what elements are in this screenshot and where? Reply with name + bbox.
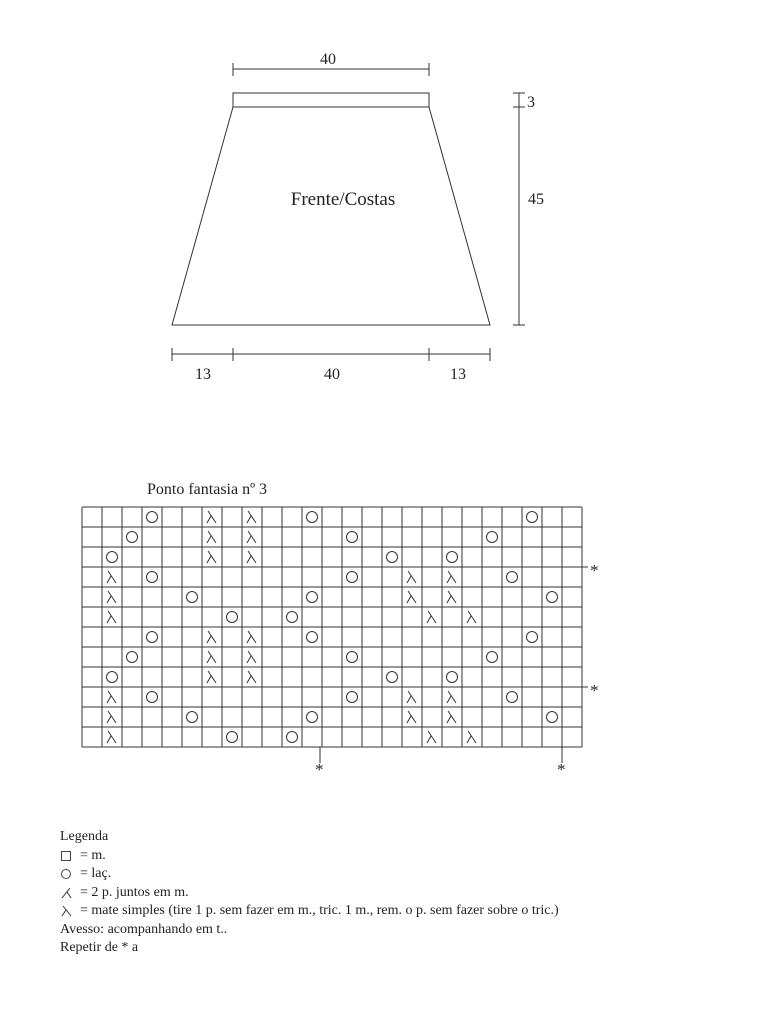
yarn-over-symbol <box>387 672 398 683</box>
repeat-marker-left: * <box>315 760 324 779</box>
yarn-over-symbol <box>347 692 358 703</box>
decrease-symbol <box>107 611 116 623</box>
decrease-symbol <box>407 691 416 703</box>
yarn-over-symbol <box>307 632 318 643</box>
yarn-over-symbol <box>527 512 538 523</box>
legend-title: Legenda <box>60 829 109 844</box>
decrease-symbol <box>207 671 216 683</box>
yarn-over-symbol <box>187 712 198 723</box>
legend-note2: Repetir de * a <box>60 940 139 955</box>
yarn-over-symbol <box>147 512 158 523</box>
bottom-middle-label: 40 <box>324 366 340 383</box>
yarn-over-symbol <box>547 592 558 603</box>
decrease-symbol <box>447 691 456 703</box>
decrease-symbol <box>247 671 256 683</box>
decrease-symbol <box>427 731 436 743</box>
legend-text-square: = m. <box>80 847 106 863</box>
piece-label: Frente/Costas <box>290 189 396 210</box>
yarn-over-symbol <box>347 652 358 663</box>
decrease-symbol <box>107 691 116 703</box>
garment-schematic <box>172 51 544 383</box>
decrease-symbol <box>407 591 416 603</box>
decrease-symbol <box>447 571 456 583</box>
yarn-over-symbol <box>307 512 318 523</box>
yarn-over-symbol <box>287 612 298 623</box>
decrease-symbol <box>207 631 216 643</box>
yarn-over-symbol <box>287 732 298 743</box>
yarn-over-symbol <box>307 712 318 723</box>
legend <box>60 828 559 958</box>
yarn-over-symbol <box>107 672 118 683</box>
yarn-over-symbol <box>147 692 158 703</box>
yarn-over-symbol <box>147 572 158 583</box>
circle-icon <box>60 867 78 881</box>
height-label: 45 <box>528 191 544 208</box>
waist-band <box>233 93 429 107</box>
ssk-icon <box>60 904 78 918</box>
skirt-body <box>172 107 490 325</box>
legend-item-square <box>60 847 559 866</box>
yarn-over-symbol <box>547 712 558 723</box>
yarn-over-symbol <box>227 732 238 743</box>
yarn-over-symbol <box>187 592 198 603</box>
k2tog-icon <box>60 886 78 900</box>
decrease-symbol <box>107 731 116 743</box>
yarn-over-symbol <box>487 652 498 663</box>
legend-text-k2tog: = 2 p. juntos em m. <box>80 884 189 900</box>
yarn-over-symbol <box>127 652 138 663</box>
yarn-over-symbol <box>507 692 518 703</box>
legend-text-circle: = laç. <box>80 866 112 881</box>
bottom-left-label: 13 <box>195 366 211 383</box>
repeat-marker-lower: * <box>590 681 599 700</box>
decrease-symbol <box>247 631 256 643</box>
yarn-over-symbol <box>387 552 398 563</box>
decrease-symbol <box>247 511 256 523</box>
bottom-right-label: 13 <box>450 366 466 383</box>
decrease-symbol <box>207 511 216 523</box>
band-height-label: 3 <box>527 94 535 111</box>
yarn-over-symbol <box>127 532 138 543</box>
legend-item-k2tog <box>60 884 559 903</box>
decrease-symbol <box>107 571 116 583</box>
decrease-symbol <box>247 531 256 543</box>
repeat-marker-upper: * <box>590 561 599 580</box>
yarn-over-symbol <box>507 572 518 583</box>
decrease-symbol <box>247 551 256 563</box>
decrease-symbol <box>467 731 476 743</box>
yarn-over-symbol <box>447 552 458 563</box>
yarn-over-symbol <box>107 552 118 563</box>
yarn-over-symbol <box>347 572 358 583</box>
stitch-chart-title: Ponto fantasia nº 3 <box>147 481 268 498</box>
decrease-symbol <box>407 571 416 583</box>
yarn-over-symbol <box>347 532 358 543</box>
decrease-symbol <box>247 651 256 663</box>
decrease-symbol <box>407 711 416 723</box>
yarn-over-symbol <box>227 612 238 623</box>
yarn-over-symbol <box>447 672 458 683</box>
decrease-symbol <box>447 711 456 723</box>
repeat-marker-right: * <box>557 760 566 779</box>
legend-note-repeat <box>60 939 559 958</box>
decrease-symbol <box>207 531 216 543</box>
top-width-label: 40 <box>320 51 336 68</box>
square-icon <box>60 849 78 863</box>
yarn-over-symbol <box>487 532 498 543</box>
legend-title-row <box>60 828 559 847</box>
decrease-symbol <box>447 591 456 603</box>
decrease-symbol <box>107 591 116 603</box>
decrease-symbol <box>427 611 436 623</box>
legend-note-wrong-side <box>60 921 559 940</box>
stitch-chart-grid <box>82 507 582 747</box>
decrease-symbol <box>207 551 216 563</box>
decrease-symbol <box>107 711 116 723</box>
legend-item-circle <box>60 865 559 884</box>
legend-text-ssk: = mate simples (tire 1 p. sem fazer em m., tric. 1 m., rem. o p. sem fazer sobre o tric.) <box>80 903 559 918</box>
yarn-over-symbol <box>527 632 538 643</box>
yarn-over-symbol <box>307 592 318 603</box>
legend-note1: Avesso: acompanhando em t.. <box>60 921 228 937</box>
decrease-symbol <box>207 651 216 663</box>
decrease-symbol <box>467 611 476 623</box>
yarn-over-symbol <box>147 632 158 643</box>
legend-item-ssk <box>60 902 559 921</box>
